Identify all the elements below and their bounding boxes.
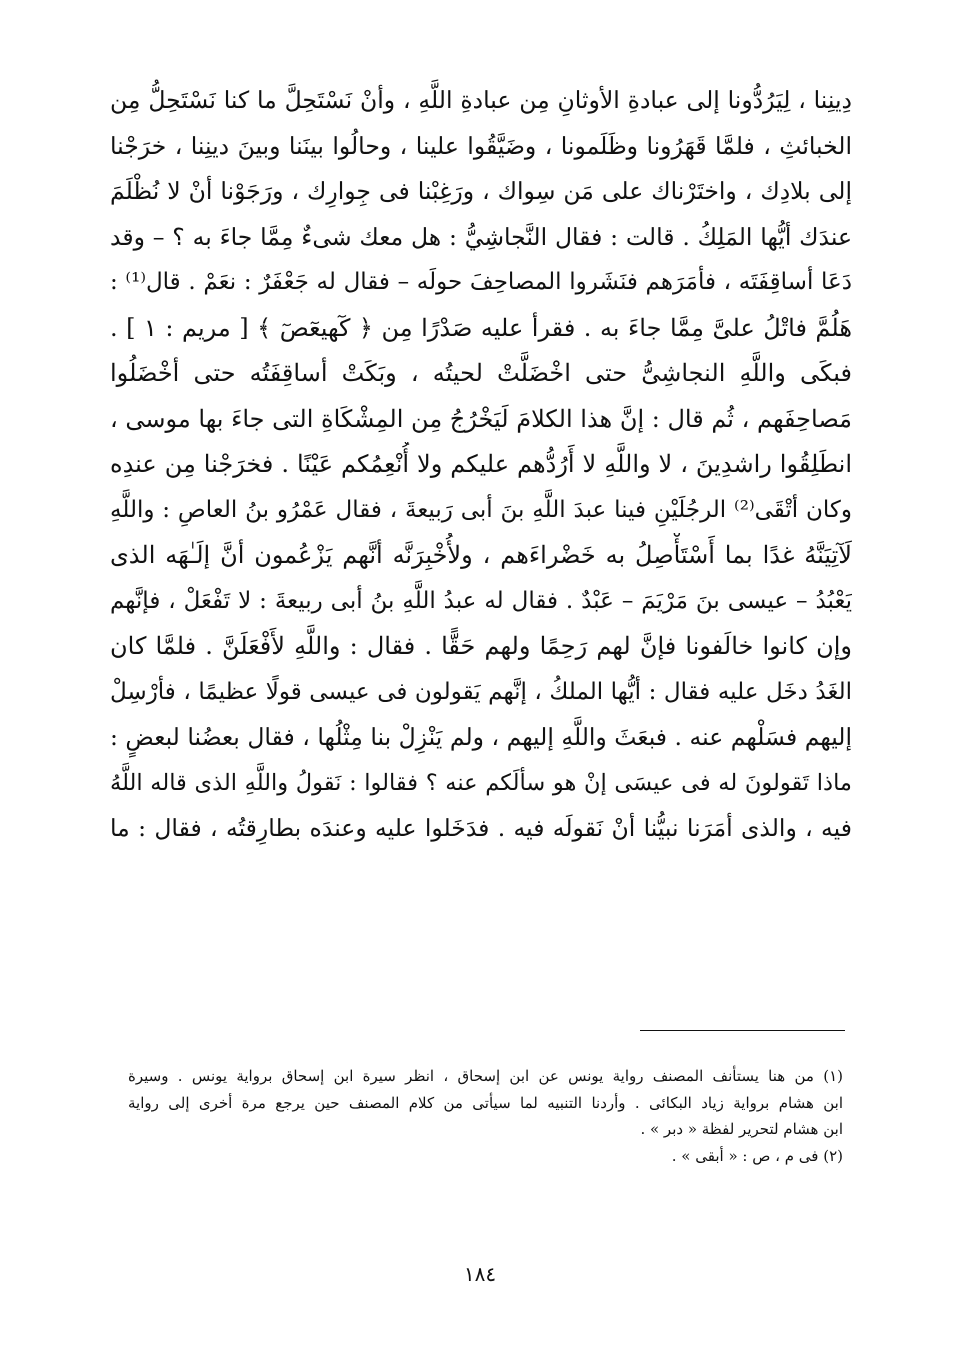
main-text-block [110,78,852,852]
footnote-line: ابن هشام برواية زياد البكائى . وأردنا التنبيه لما سيأتى من كلام المصنف حين يرجع مرة أخرى إلى رواية [128,1093,843,1112]
text-line: فبكَى واللَّهِ النجاشِىُّ حتى اخْضَلَّتْ لحيتُه ، وبَكَتْ أساقِفَتُه حتى أخْضَلُوا [110,359,852,387]
text-line: إليهم فسَلْهم عنه . فبعَثَ واللَّهِ إليهم ، ولم يَنْزِلْ بنا مِثْلُها ، فقال بعضُنا لبعضٍ : [110,723,852,751]
footnotes-block [128,1063,843,1169]
footnote-line: (١) من هنا يستأنف المصنف رواية يونس عن ابن إسحاق ، انظر سيرة ابن إسحاق برواية يونس . وسيرة [128,1067,843,1085]
text-line: عندَك أيُّها المَلِكُ . قالت : فقال النَّجاشِيُّ : هل معك شىءٌ مِمَّا جاءَ به ؟ – وقد [110,222,852,251]
text-line: يَعْبُدُ – عيسى بنَ مَرْيَمَ – عَبْدٌ . فقال له عبدُ اللَّهِ بنُ أبى ربيعةَ : لا تَفْعَلْ ، فإنَّهم [110,587,852,614]
page-number: ١٨٤ [463,1262,497,1286]
text-line: الخبائثِ ، فلمَّا قَهَرُونا وظَلَمونا ، وضَيَّقُوا علينا ، وحالُوا بينَنا وبينَ دينِنا ، خرَجْنا [110,131,852,160]
footnote-line: ابن هشام لتحرير لفظة « دبر » . [640,1120,843,1138]
text-line: انطَلِقُوا راشدِينَ ، لا واللَّهِ لا أَرُدُّهم عليكم ولا أُنْعِمُكم عَيْنًا . فخرَجْنا مِن عندِه [110,450,852,478]
text-line: وكان أتْقَى⁽²⁾ الرجُلَيْنِ فينا عبدَ اللَّهِ بنَ أبى رَبيعةَ ، فقال عَمْرُو بنُ العاصِ : واللَّهِ [110,496,852,523]
text-line: إلى بلادِك ، واختَرْناك على مَن سِواك ، ورَغِبْنا فى جِوارِك ، ورَجَوْنا أنْ لا نُظْلَمَ [110,177,852,205]
text-line: الغَدُ دخَل عليه فقال : أيُّها الملكُ ، إنَّهم يَقولون فى عيسى قولًا عظيمًا ، فأرْسِلْ [110,678,852,705]
text-line: وإن كانوا خالَفونا فإنَّ لهم رَحِمًا ولهم حَقًّا . فقال : واللَّهِ لأَفْعَلَنَّ . فلمَّا كان [110,632,852,660]
footnote-separator [640,1030,845,1031]
text-line: دِينِنا ، لِيَرُدُّونا إلى عبادةِ الأوثانِ مِن عبادةِ اللَّهِ ، وأنْ نَسْتَحِلَّ ما كنا نَسْتَحِلُّ مِن [110,86,852,114]
footnote-line: (٢) فى م ، ص : « أبقى » . [671,1146,843,1165]
text-line: هَلُمَّ فاتْلُ علىَّ مِمَّا جاءَ به . فقرأ عليه صَدْرًا مِن ﴿ كٓهيعٓصٓ ﴾ [ مريم : ١ ] . [110,313,852,342]
text-line: فيه ، والذى أمَرَنا نبيُّنا أنْ نَقولَه فيه . فدَخَلوا عليه وعندَه بطارِقتُه ، فقال : ما [110,814,852,842]
text-line: ماذا تَقولونَ له فى عيسَى إنْ هو سألَكم عنه ؟ فقالوا : نَقولُ واللَّهِ الذى قاله اللَّهُ [110,769,852,796]
text-line: لَآتِيَنَّهُ غدًا بما أَسْتَأْصِلُ به خَضْراءَهم ، ولأُخْبِرَنَّه أنَّهم يَزْعُمون أنَّ إلَـٰهَه الذى [110,541,852,569]
text-line: دَعَا أساقِفَتَه ، فأمَرَهم فنَشَروا المصاحِفَ حولَه – فقال له جَعْفَرٌ : نعَمْ . قال⁽¹⁾ : [110,269,852,295]
text-line: مَصاحِفَهم ، ثُم قال : إنَّ هذا الكلامَ لَيَخْرُجُ مِن المِشْكَاةِ التى جاءَ بها موسى ، [110,404,852,433]
